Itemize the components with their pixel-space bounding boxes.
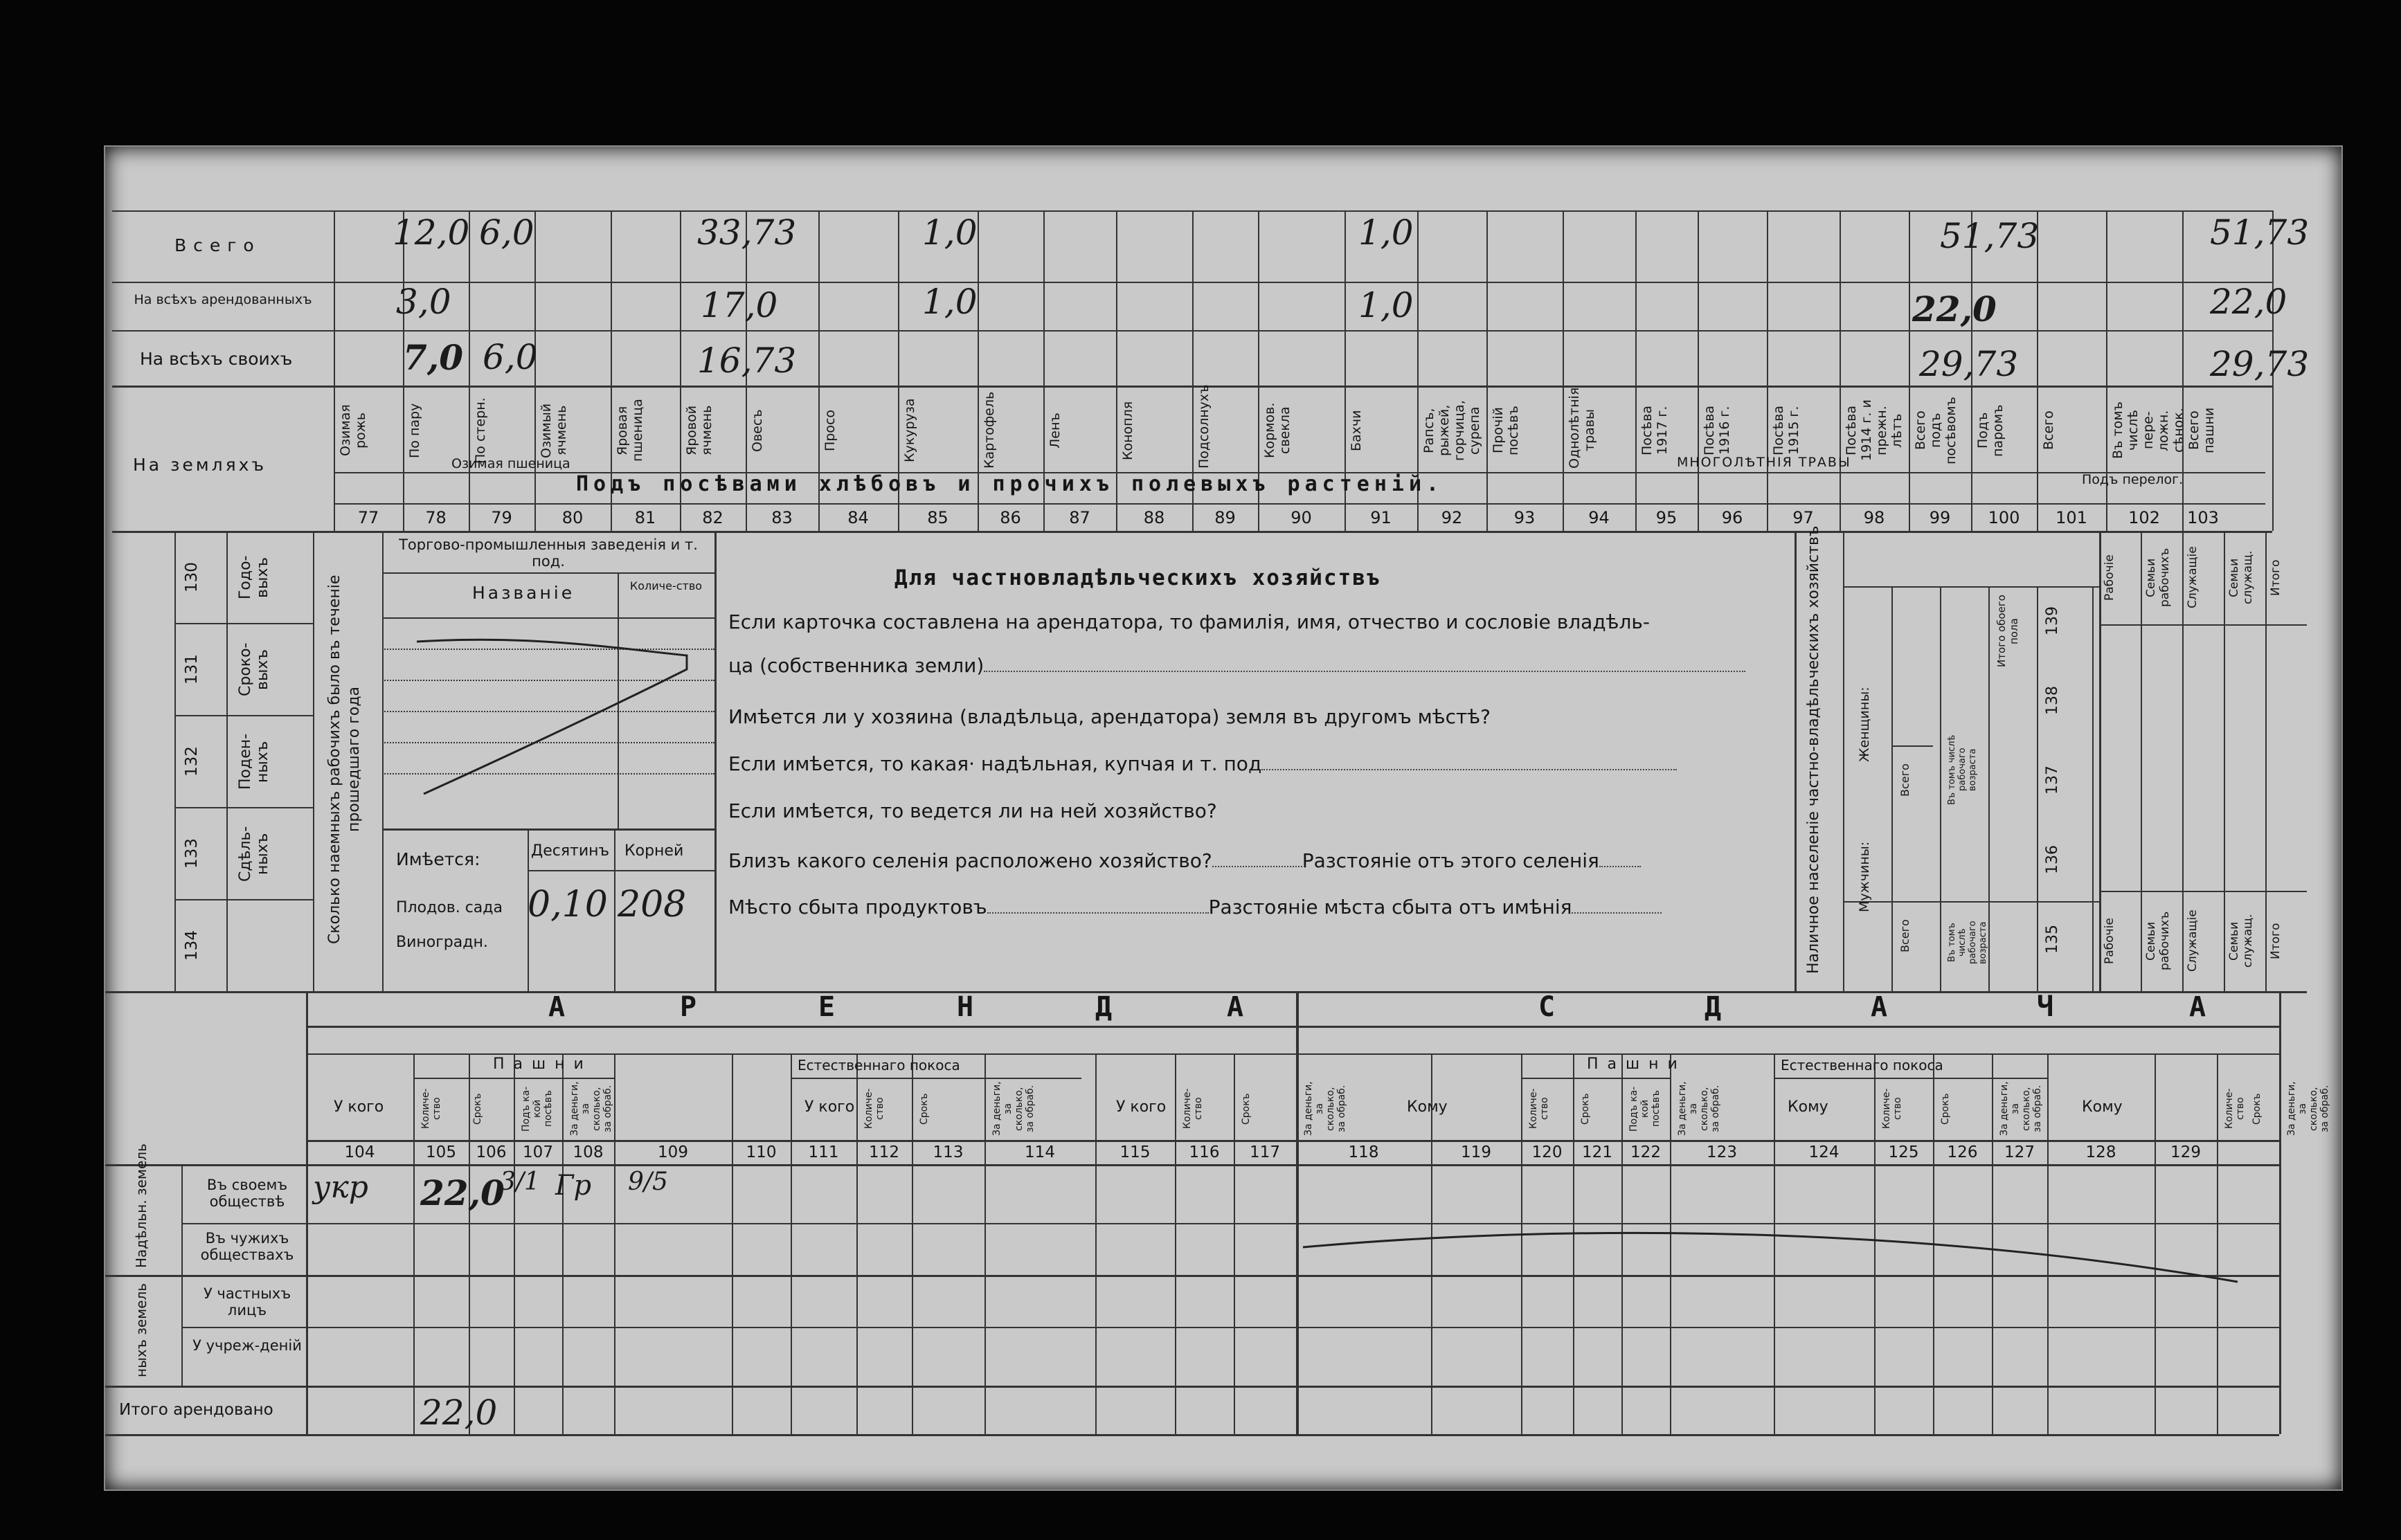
q2: Имѣется ли у хозяина (владѣльца, арендатора) земля въ другомъ мѣстѣ? — [728, 705, 1491, 728]
col-head-82: Яровой ячмень — [684, 405, 714, 456]
head-srok-15: Срокъ — [1580, 1093, 1591, 1125]
col-num-110: 110 — [746, 1143, 777, 1161]
hw-posev: Гр — [555, 1170, 592, 1202]
col-head-84: Просо — [822, 409, 838, 452]
rh-head-bot-4: Итого — [2269, 923, 2283, 959]
strike-curve — [1296, 1220, 2265, 1296]
row-label-4: У учреж-деній — [192, 1337, 302, 1354]
col-num-85: 85 — [927, 508, 948, 527]
hired-label-131: Сроко-выхъ — [237, 642, 271, 697]
col-line — [562, 1053, 564, 1434]
col-num-128: 128 — [2085, 1143, 2116, 1161]
rh-col-line — [2182, 531, 2184, 991]
hw-vsego-1: 12,0 — [393, 212, 470, 253]
rh-head-top-0: Рабочіе — [2103, 554, 2116, 601]
sub-line — [791, 1078, 1081, 1079]
sub-line — [1521, 1078, 1670, 1079]
col-head-98: Посѣва 1914 г. и прежн. лѣтъ — [1844, 399, 1905, 462]
col-head-102: Въ томъ числѣ пере-ложн. сѣнок. — [2110, 401, 2186, 460]
hw-svoih-5: 29,73 — [2210, 344, 2310, 384]
q5b-text: Разстояніе отъ этого селенія — [1302, 849, 1599, 872]
korney-head: Корней — [624, 842, 684, 860]
vinogr-label: Виноградн. — [396, 934, 488, 951]
q6-blank[interactable] — [987, 912, 1209, 914]
hired-num-131: 131 — [183, 654, 201, 685]
col-num-113: 113 — [933, 1143, 964, 1161]
col-line — [856, 1053, 858, 1434]
q3 — [728, 752, 1677, 775]
col-head-91: Бахчи — [1349, 410, 1364, 451]
col-head-96: Посѣва 1916 г. — [1702, 406, 1732, 455]
hired-workers-caption: Сколько наемныхъ рабочихъ было въ теченіе прошедшаго года — [326, 574, 363, 944]
col-line — [334, 210, 335, 531]
col-num-126: 126 — [1947, 1143, 1978, 1161]
rh-head-top-2: Служащіе — [2186, 546, 2200, 609]
head-za_dengi-8: За деньги, за сколько, за обраб. — [991, 1081, 1036, 1136]
arenda-letter-2: Е — [818, 991, 837, 1023]
pop-num-136: 136 — [2044, 845, 2061, 874]
col-num-90: 90 — [1291, 508, 1312, 527]
hw-korney: 208 — [618, 884, 687, 925]
hired-num-130: 130 — [183, 562, 201, 593]
head-srok-20: Срокъ — [1940, 1093, 1951, 1125]
sdacha-letter-1: Д — [1705, 991, 1723, 1023]
hw-kolvo: 22,0 — [420, 1172, 505, 1213]
col-line — [1698, 210, 1699, 531]
col-head-94: Однолѣтнія травы — [1567, 387, 1597, 469]
head-kolichestvo-14: Количе-ство — [1528, 1088, 1550, 1130]
col-line — [1767, 210, 1768, 531]
imeetsya-label: Имѣется: — [396, 849, 480, 869]
lease-table — [105, 991, 2341, 1489]
pop-line — [1891, 586, 1893, 991]
sub-line — [413, 1078, 614, 1079]
col-line — [1486, 210, 1488, 531]
head-za_dengi-12: За деньги, за сколько, за обраб. — [1303, 1081, 1347, 1136]
hired-label-132: Поден-ныхъ — [237, 733, 271, 790]
rh-line — [2099, 624, 2307, 626]
q3-text: Если имѣется, то какая· надѣльная, купчая и т. под — [728, 752, 1262, 775]
sdacha-letter-2: А — [1871, 991, 1889, 1023]
hw-svoih-1: 7,0 — [403, 337, 463, 378]
pop-num-139: 139 — [2044, 606, 2061, 635]
q4: Если имѣется, то ведется ли на ней хозяйство? — [728, 799, 1217, 822]
rh-line — [2099, 891, 2307, 892]
col-line — [732, 1053, 733, 1434]
group-vnenadel: ныхъ земель — [133, 1283, 150, 1378]
col-num-116: 116 — [1189, 1143, 1220, 1161]
hw-u-kogo: укр — [313, 1170, 368, 1205]
hw-arend-4: 1,0 — [1358, 285, 1414, 325]
head-kolichestvo-23: Количе-ство — [2224, 1088, 2246, 1130]
head-srok-7: Срокъ — [919, 1093, 930, 1125]
col-num-123: 123 — [1707, 1143, 1737, 1161]
rh-head-bot-2: Служащіе — [2186, 909, 2200, 972]
sdacha-letter-4: А — [2189, 991, 2208, 1023]
col-num-119: 119 — [1461, 1143, 1491, 1161]
col-num-129: 129 — [2170, 1143, 2201, 1161]
col-num-112: 112 — [869, 1143, 899, 1161]
head-za_dengi-17: За деньги, за сколько, за обраб. — [1677, 1081, 1721, 1136]
head-kolichestvo-10: Количе-ство — [1182, 1088, 1204, 1130]
head-kolichestvo-1: Количе-ство — [420, 1088, 442, 1130]
col-line — [469, 1053, 470, 1434]
col-line — [306, 1053, 307, 1434]
hired-num-132: 132 — [183, 746, 201, 777]
col-num-96: 96 — [1721, 508, 1743, 527]
col-line — [469, 210, 470, 531]
rh-head-top-1: Семьи рабочихъ — [2144, 547, 2172, 608]
col-line — [791, 1053, 792, 1434]
col-head-95: Посѣва 1917 г. — [1639, 406, 1670, 455]
pop-vtom-w: Въ томъ числѣ рабочаго возраста — [1947, 734, 1978, 805]
col-head-100: Подъ паромъ — [1975, 404, 2006, 457]
head-u_kogo-9: У кого — [1116, 1098, 1167, 1116]
hw-svoih-2: 6,0 — [483, 337, 538, 377]
col-line — [1909, 210, 1910, 531]
col-num-97: 97 — [1792, 508, 1814, 527]
col-num-78: 78 — [425, 508, 447, 527]
col-num-80: 80 — [561, 508, 584, 527]
q1b — [728, 654, 1745, 677]
col-head-83: Овесъ — [750, 409, 765, 452]
q5 — [728, 849, 1641, 872]
hw-vsego-5: 1,0 — [1358, 212, 1414, 253]
row-line — [174, 899, 313, 900]
arenda-letter-4: Д — [1095, 991, 1114, 1023]
head-u_kogo-5: У кого — [804, 1098, 855, 1116]
arenda-letter-0: А — [548, 991, 567, 1023]
col-num-79: 79 — [491, 508, 512, 527]
pop-num-138: 138 — [2044, 686, 2061, 715]
pashni-arenda: П а ш н и — [493, 1056, 586, 1073]
head-komu-22: Кому — [2082, 1098, 2123, 1116]
head-pod_kakoy-16: Подъ ка-кой посѣвъ — [1628, 1086, 1662, 1132]
rh-head-bot-0: Рабочіе — [2103, 918, 2116, 964]
hw-vsego-2: 6,0 — [479, 212, 534, 253]
census-card — [104, 145, 2343, 1491]
head-kolichestvo-6: Количе-ство — [863, 1088, 885, 1130]
col-num-118: 118 — [1348, 1143, 1379, 1161]
hw-arend-6: 22,0 — [2210, 282, 2287, 322]
col-num-83: 83 — [771, 508, 793, 527]
q5-blank[interactable] — [1212, 866, 1302, 867]
head-srok-11: Срокъ — [1241, 1093, 1252, 1125]
head-za_dengi-21: За деньги, за сколько, за обраб. — [1999, 1081, 2043, 1136]
q5-text: Близъ какого селенія расположено хозяйство? — [728, 849, 1212, 872]
col-head-103: Всего пашни — [2186, 407, 2217, 454]
col-num-121: 121 — [1582, 1143, 1612, 1161]
group-line — [1296, 991, 1299, 1434]
col-num-93: 93 — [1513, 508, 1536, 527]
col-num-106: 106 — [476, 1143, 507, 1161]
col-num-77: 77 — [357, 508, 379, 527]
head-u_kogo-0: У кого — [334, 1098, 384, 1116]
col-num-92: 92 — [1441, 508, 1463, 527]
sdacha-letter-0: С — [1538, 991, 1557, 1023]
hired-label-130: Годо-выхъ — [237, 555, 271, 600]
arenda-letter-5: А — [1227, 991, 1246, 1023]
hw-vsego-3: 33,73 — [697, 212, 797, 253]
col-num-117: 117 — [1250, 1143, 1280, 1161]
col-num-100: 100 — [1988, 508, 2020, 527]
col-line — [912, 1053, 913, 1434]
col-num-94: 94 — [1588, 508, 1610, 527]
col-head-89: Подсолнухъ — [1196, 384, 1212, 469]
q5b-blank[interactable] — [1599, 866, 1641, 867]
pop-line — [2092, 586, 2094, 991]
col-head-88: Конопля — [1120, 401, 1135, 460]
col-num-125: 125 — [1888, 1143, 1919, 1161]
col-num-122: 122 — [1630, 1143, 1661, 1161]
row-label-3: У частныхъ лицъ — [203, 1285, 291, 1319]
col-head-93: Прочій посѣвъ — [1491, 406, 1521, 455]
col-head-78: По пару — [407, 403, 422, 458]
row-label-itogo: Итого арендовано — [119, 1401, 273, 1419]
crop-area-table — [105, 147, 2341, 534]
group-nadel: Надѣльн. земель — [133, 1143, 150, 1268]
col-num-115: 115 — [1119, 1143, 1151, 1161]
col-head-92: Рапсъ, рыжей, горчица, сурепа — [1421, 400, 1482, 461]
col-num-89: 89 — [1214, 508, 1236, 527]
hired-label-134 — [237, 906, 303, 986]
hw-arend-5: 22,0 — [1912, 289, 1997, 329]
col-num-108: 108 — [573, 1143, 604, 1161]
col-line — [1840, 210, 1841, 531]
pop-line — [2037, 586, 2038, 991]
women-label: Женщины: — [1857, 687, 1872, 763]
col-head-97: Посѣва 1915 г. — [1771, 406, 1801, 455]
population-caption: Наличное населеніе частно-владѣльческихъ хозяйствъ — [1805, 525, 1822, 974]
hw-vsego-4: 1,0 — [922, 212, 978, 253]
arenda-letter-1: Р — [680, 991, 699, 1023]
row-line — [174, 807, 313, 808]
hw-desyatin: 0,10 — [528, 884, 608, 925]
q6-text: Мѣсто сбыта продуктовъ — [728, 896, 987, 918]
head-kolichestvo-19: Количе-ство — [1881, 1088, 1903, 1130]
hw-arend-2: 17,0 — [701, 285, 778, 325]
col-head-90: Кормов. свекла — [1262, 402, 1293, 459]
col-num-99: 99 — [1929, 508, 1951, 527]
pop-num-137: 137 — [2044, 766, 2061, 795]
strike-line — [396, 628, 708, 801]
col-head-77: Озимая рожь — [338, 404, 368, 457]
q1: Если карточка составлена на арендатора, то фамилія, имя, отчество и сословіе владѣль- — [728, 610, 1650, 633]
hired-num-133: 133 — [183, 838, 201, 869]
hired-num-134: 134 — [183, 930, 201, 961]
rh-head-bot-1: Семьи рабочихъ — [2144, 911, 2172, 971]
group-ozim: Озимая пшеница — [451, 456, 570, 471]
hw-arend-1: 3,0 — [396, 282, 451, 322]
trade-header: Торгово-промышленныя заведенія и т. под. — [399, 536, 698, 570]
q1b-blank[interactable] — [984, 671, 1745, 672]
rh-head-top-3: Семьи служащ. — [2227, 550, 2255, 605]
rh-col-line — [2224, 531, 2225, 991]
men-label: Мужчины: — [1857, 841, 1872, 913]
row-line — [174, 623, 313, 624]
hw-srok: 3/1 — [500, 1168, 540, 1196]
col-head-99: Всего подъ посѣвомъ — [1913, 397, 1959, 464]
population-columns — [1843, 531, 2106, 991]
group-perelog: Подъ перелог. — [2082, 472, 2184, 487]
col-head-85: Кукуруза — [902, 398, 917, 463]
hw-vsego-6: 51,73 — [1940, 216, 2040, 256]
head-za_dengi-25: За деньги, за сколько, за обраб. — [2286, 1081, 2330, 1136]
row-label-2: Въ чужихъ обществахъ — [200, 1230, 294, 1263]
col-line — [514, 1053, 515, 1434]
pop-line — [1940, 586, 1941, 991]
hw-svoih-4: 29,73 — [1919, 344, 2019, 384]
middle-section — [105, 525, 2341, 995]
head-komu-13: Кому — [1407, 1098, 1448, 1116]
rh-head-top-4: Итого — [2269, 559, 2283, 596]
row-label-vsego: Всего — [174, 235, 261, 255]
row-label-1: Въ своемъ обществѣ — [206, 1177, 288, 1210]
trade-name-head: Названіе — [472, 583, 575, 603]
col-line — [614, 1053, 615, 1434]
row-line — [174, 715, 313, 716]
head-komu-18: Кому — [1788, 1098, 1828, 1116]
col-num-107: 107 — [523, 1143, 553, 1161]
col-head-87: Ленъ — [1047, 413, 1063, 449]
q3-blank[interactable] — [1261, 769, 1677, 770]
col-num-111: 111 — [808, 1143, 839, 1161]
sdacha-letter-3: Ч — [2037, 991, 2056, 1023]
rh-col-line — [2141, 531, 2142, 991]
rh-head-bot-3: Семьи служащ. — [2227, 914, 2255, 968]
group-trav: МНОГОЛѢТНІЯ ТРАВЫ — [1677, 455, 1851, 470]
col-num-86: 86 — [1000, 508, 1021, 527]
col-line — [1563, 210, 1564, 531]
q6b-blank[interactable] — [1572, 912, 1662, 914]
col-num-95: 95 — [1655, 508, 1678, 527]
col-num-82: 82 — [702, 508, 723, 527]
col-num-114: 114 — [1025, 1143, 1055, 1161]
col-line — [1175, 1053, 1176, 1434]
col-num-87: 87 — [1069, 508, 1090, 527]
col-num-105: 105 — [426, 1143, 456, 1161]
col-line — [984, 1053, 986, 1434]
col-num-84: 84 — [847, 508, 869, 527]
col-num-91: 91 — [1370, 508, 1392, 527]
workers-families-columns — [2099, 531, 2307, 991]
pop-itogo: Итого обоего пола — [1995, 595, 2020, 668]
trade-qty-head: Количе-ство — [629, 579, 703, 592]
hw-arend-3: 1,0 — [922, 282, 978, 322]
pokosa-arenda: Естественнаго покоса — [798, 1057, 960, 1074]
head-pod_kakoy-3: Подъ ка-кой посѣвъ — [521, 1086, 554, 1132]
hired-label-133: Сдѣль-ныхъ — [237, 826, 271, 882]
pop-num-135: 135 — [2044, 925, 2061, 954]
col-num-104: 104 — [344, 1143, 375, 1161]
col-num-88: 88 — [1143, 508, 1165, 527]
col-num-98: 98 — [1863, 508, 1885, 527]
hw-svoih-3: 16,73 — [697, 341, 797, 381]
col-num-101: 101 — [2056, 508, 2087, 527]
rh-col-line — [2265, 531, 2267, 991]
col-num-102: 102 — [2128, 508, 2160, 527]
private-title: Для частновладѣльческихъ хозяйствъ — [894, 565, 1381, 590]
q1b-text: ца (собственника земли) — [728, 654, 984, 677]
pokosa-sdacha: Естественнаго покоса — [1781, 1057, 1943, 1074]
head-za_dengi-4: За деньги, за сколько, за обраб. — [569, 1081, 613, 1136]
row-label-arend: На всѣхъ арендованныхъ — [134, 292, 312, 307]
pop-vsego-w: Всего — [1898, 763, 1912, 797]
col-line — [2037, 210, 2038, 531]
band-label: Подъ посѣвами хлѣбовъ и прочихъ полевыхъ растеній. — [576, 472, 1444, 496]
col-num-127: 127 — [2004, 1143, 2035, 1161]
col-head-86: Картофель — [982, 391, 997, 469]
col-num-124: 124 — [1808, 1143, 1840, 1161]
col-num-109: 109 — [658, 1143, 688, 1161]
pop-line — [1988, 586, 1990, 991]
pop-vtom-m: Въ томъ числѣ рабочаго возраста — [1947, 921, 1988, 965]
col-num-120: 120 — [1531, 1143, 1563, 1161]
plodov-label: Плодов. сада — [396, 899, 503, 916]
col-line — [1635, 210, 1637, 531]
head-srok-2: Срокъ — [472, 1093, 483, 1125]
hw-dengi: 9/5 — [628, 1168, 668, 1196]
col-line — [1234, 1053, 1235, 1434]
arenda-letter-3: Н — [957, 991, 975, 1023]
col-head-101: Всего — [2041, 410, 2056, 451]
col-head-80: Озимый ячмень — [539, 403, 569, 458]
q6b-text: Разстояніе мѣста сбыта отъ имѣнія — [1208, 896, 1572, 918]
sub-line — [1774, 1078, 2047, 1079]
q6 — [728, 896, 1662, 918]
col-head-79: По стерн. — [473, 397, 488, 464]
hw-itogo: 22,0 — [420, 1393, 498, 1433]
row-label-na-zemlyah: На земляхъ — [133, 455, 267, 475]
hw-vsego-7: 51,73 — [2210, 212, 2310, 253]
col-line — [1095, 1053, 1097, 1434]
col-head-81: Яровая пшеница — [615, 399, 645, 462]
pop-vsego-m: Всего — [1898, 919, 1912, 952]
head-srok-24: Срокъ — [2251, 1093, 2263, 1125]
row-label-svoih: На всѣхъ своихъ — [140, 349, 293, 369]
col-num-81: 81 — [634, 508, 656, 527]
pashni-sdacha: П а ш н и — [1587, 1056, 1680, 1073]
col-num-103: 103 — [2187, 508, 2219, 527]
desyatin-head: Десятинъ — [531, 842, 610, 860]
col-line — [413, 1053, 415, 1434]
